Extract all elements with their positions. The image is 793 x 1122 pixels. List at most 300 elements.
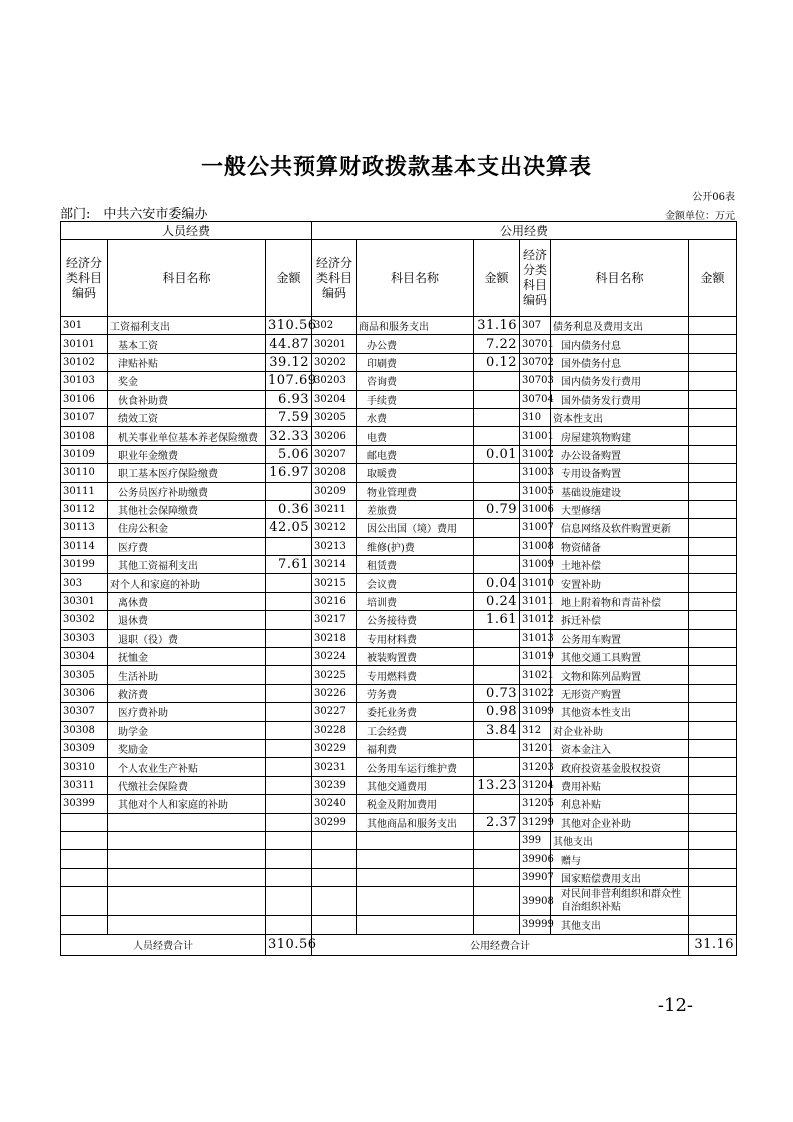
cell-name: 职工基本医疗保险缴费: [108, 464, 266, 482]
cell-name: 手续费: [357, 390, 474, 408]
cell-amount: [266, 795, 312, 813]
cell-code: [312, 916, 357, 934]
table-row: [61, 703, 737, 721]
public-total-label: 公用经费合计: [312, 934, 689, 955]
cell-amount: 44.87: [266, 335, 312, 353]
table-row: [61, 629, 737, 647]
cell-code: 31001: [520, 427, 551, 445]
cell-amount: [689, 500, 737, 518]
cell-amount: [689, 592, 737, 610]
table-row: [61, 427, 737, 445]
expenditure-table: [60, 221, 737, 956]
cell-amount: [266, 758, 312, 776]
cell-name: 办公费: [357, 335, 474, 353]
cell-amount: 0.73: [474, 684, 520, 702]
cell-code: 31009: [520, 556, 551, 574]
table-row: [61, 850, 737, 868]
cell-amount: 3.84: [474, 721, 520, 739]
cell-code: 30306: [61, 684, 108, 702]
table-row: [61, 648, 737, 666]
personnel-total-value: 310.56: [266, 934, 312, 955]
cell-amount: [689, 868, 737, 886]
cell-code: 31299: [520, 813, 551, 831]
cell-amount: 0.79: [474, 500, 520, 518]
cell-name: 土地补偿: [551, 556, 689, 574]
cell-name: 无形资产购置: [551, 684, 689, 702]
cell-amount: [689, 611, 737, 629]
table-row: [61, 372, 737, 390]
cell-code: 30299: [312, 813, 357, 831]
name-header: 科目名称: [357, 240, 474, 317]
cell-amount: [689, 916, 737, 934]
cell-name: 其他交通费用: [357, 776, 474, 794]
table-row: [61, 482, 737, 500]
cell-name: 国内债务付息: [551, 335, 689, 353]
public-header: 公用经费: [312, 222, 737, 240]
cell-amount: [266, 592, 312, 610]
cell-name: 地上附着物和青苗补偿: [551, 592, 689, 610]
cell-code: 39907: [520, 868, 551, 886]
cell-name: 其他对个人和家庭的补助: [108, 795, 266, 813]
cell-code: 30101: [61, 335, 108, 353]
cell-code: 31019: [520, 648, 551, 666]
cell-name: 公务员医疗补助缴费: [108, 482, 266, 500]
cell-amount: [689, 831, 737, 849]
amount-header: 金额: [266, 240, 312, 317]
cell-name: 助学金: [108, 721, 266, 739]
cell-name: 医疗费: [108, 537, 266, 555]
cell-amount: [474, 758, 520, 776]
cell-name: [108, 813, 266, 831]
cell-name: 文物和陈列品购置: [551, 666, 689, 684]
cell-amount: [689, 629, 737, 647]
cell-name: 差旅费: [357, 500, 474, 518]
cell-name: 物业管理费: [357, 482, 474, 500]
cell-code: 31099: [520, 703, 551, 721]
cell-code: 30112: [61, 500, 108, 518]
cell-name: 代缴社会保险费: [108, 776, 266, 794]
cell-amount: [474, 427, 520, 445]
cell-amount: [689, 335, 737, 353]
cell-amount: [474, 831, 520, 849]
code-header: 经济分类科目编码: [61, 240, 108, 317]
table-row: [61, 776, 737, 794]
cell-name: 奖励金: [108, 739, 266, 757]
cell-amount: [474, 916, 520, 934]
cell-amount: [689, 739, 737, 757]
cell-code: 31010: [520, 574, 551, 592]
cell-code: 312: [520, 721, 551, 739]
cell-code: [61, 831, 108, 849]
cell-amount: [266, 666, 312, 684]
cell-amount: [266, 482, 312, 500]
cell-code: 30106: [61, 390, 108, 408]
cell-code: 30208: [312, 464, 357, 482]
cell-code: 30703: [520, 372, 551, 390]
cell-amount: [689, 758, 737, 776]
cell-amount: 2.37: [474, 813, 520, 831]
cell-name: 医疗费补助: [108, 703, 266, 721]
cell-code: 30204: [312, 390, 357, 408]
code-header: 经济分类科目编码: [520, 240, 551, 317]
cell-amount: [689, 776, 737, 794]
code-header: 经济分类科目编码: [312, 240, 357, 317]
cell-code: 30214: [312, 556, 357, 574]
cell-name: 咨询费: [357, 372, 474, 390]
table-row: [61, 317, 737, 335]
cell-name: 水费: [357, 408, 474, 426]
cell-code: 30702: [520, 353, 551, 371]
cell-code: [61, 868, 108, 886]
cell-amount: [474, 464, 520, 482]
cell-amount: 31.16: [474, 317, 520, 335]
cell-code: 30109: [61, 445, 108, 463]
cell-amount: [474, 739, 520, 757]
cell-name: 对企业补助: [551, 721, 689, 739]
cell-code: 30310: [61, 758, 108, 776]
cell-amount: [474, 556, 520, 574]
cell-amount: [689, 427, 737, 445]
cell-amount: [689, 703, 737, 721]
cell-name: 租赁费: [357, 556, 474, 574]
cell-name: 绩效工资: [108, 408, 266, 426]
cell-code: 30307: [61, 703, 108, 721]
cell-name: 生活补助: [108, 666, 266, 684]
cell-code: 30308: [61, 721, 108, 739]
cell-name: 政府投资基金股权投资: [551, 758, 689, 776]
cell-code: 30224: [312, 648, 357, 666]
cell-name: [108, 887, 266, 916]
cell-name: 利息补贴: [551, 795, 689, 813]
cell-code: 31022: [520, 684, 551, 702]
cell-name: 公务接待费: [357, 611, 474, 629]
cell-name: [108, 916, 266, 934]
cell-code: 30239: [312, 776, 357, 794]
cell-code: 30303: [61, 629, 108, 647]
cell-code: 30209: [312, 482, 357, 500]
cell-name: 专用设备购置: [551, 464, 689, 482]
cell-name: 离休费: [108, 592, 266, 610]
cell-code: 30199: [61, 556, 108, 574]
cell-amount: [689, 317, 737, 335]
cell-name: 资本性支出: [551, 408, 689, 426]
table-row: [61, 916, 737, 934]
cell-code: 30211: [312, 500, 357, 518]
cell-code: 31003: [520, 464, 551, 482]
cell-amount: [266, 868, 312, 886]
amount-header: 金额: [689, 240, 737, 317]
table-row: [61, 537, 737, 555]
cell-code: 30301: [61, 592, 108, 610]
cell-amount: [689, 390, 737, 408]
cell-amount: [474, 868, 520, 886]
cell-code: 30202: [312, 353, 357, 371]
cell-name: 安置补助: [551, 574, 689, 592]
cell-name: [357, 916, 474, 934]
cell-name: 信息网络及软件购置更新: [551, 519, 689, 537]
cell-name: 电费: [357, 427, 474, 445]
cell-name: 因公出国（境）费用: [357, 519, 474, 537]
cell-code: 30110: [61, 464, 108, 482]
table-row: [61, 666, 737, 684]
cell-name: 其他工资福利支出: [108, 556, 266, 574]
cell-name: 拆迁补偿: [551, 611, 689, 629]
cell-amount: [689, 519, 737, 537]
cell-amount: [689, 445, 737, 463]
cell-name: [108, 868, 266, 886]
cell-name: 商品和服务支出: [357, 317, 474, 335]
cell-code: 30215: [312, 574, 357, 592]
cell-amount: [689, 666, 737, 684]
cell-name: 津贴补贴: [108, 353, 266, 371]
cell-code: 30217: [312, 611, 357, 629]
cell-code: 30213: [312, 537, 357, 555]
cell-name: 其他社会保障缴费: [108, 500, 266, 518]
cell-amount: [266, 850, 312, 868]
cell-name: 其他资本性支出: [551, 703, 689, 721]
cell-amount: 32.33: [266, 427, 312, 445]
cell-name: 房屋建筑物购建: [551, 427, 689, 445]
cell-name: 抚恤金: [108, 648, 266, 666]
cell-name: 对民间非营利组织和群众性自治组织补贴: [551, 887, 689, 916]
cell-code: 31021: [520, 666, 551, 684]
cell-name: 会议费: [357, 574, 474, 592]
cell-amount: 7.59: [266, 408, 312, 426]
cell-amount: [474, 887, 520, 916]
table-row: [61, 684, 737, 702]
cell-amount: [689, 721, 737, 739]
cell-name: 其他支出: [551, 916, 689, 934]
cell-name: 住房公积金: [108, 519, 266, 537]
cell-amount: [266, 611, 312, 629]
cell-name: [108, 831, 266, 849]
cell-amount: [474, 537, 520, 555]
table-row: [61, 408, 737, 426]
cell-code: 30113: [61, 519, 108, 537]
cell-name: 伙食补助费: [108, 390, 266, 408]
cell-name: 其他支出: [551, 831, 689, 849]
cell-name: 印刷费: [357, 353, 474, 371]
table-row: [61, 500, 737, 518]
cell-amount: [474, 648, 520, 666]
cell-code: [61, 813, 108, 831]
cell-code: 39908: [520, 887, 551, 916]
table-row: [61, 390, 737, 408]
cell-name: 资本金注入: [551, 739, 689, 757]
cell-amount: 16.97: [266, 464, 312, 482]
cell-amount: [689, 464, 737, 482]
cell-amount: [689, 850, 737, 868]
cell-name: 公务用车运行维护费: [357, 758, 474, 776]
form-number: 公开06表: [692, 192, 735, 203]
cell-code: 30240: [312, 795, 357, 813]
cell-code: 39999: [520, 916, 551, 934]
cell-name: 大型修缮: [551, 500, 689, 518]
cell-amount: 0.04: [474, 574, 520, 592]
cell-code: 30206: [312, 427, 357, 445]
cell-name: 对个人和家庭的补助: [108, 574, 266, 592]
cell-code: 301: [61, 317, 108, 335]
cell-code: 31005: [520, 482, 551, 500]
cell-name: 国外债务付息: [551, 353, 689, 371]
cell-name: 培训费: [357, 592, 474, 610]
cell-name: 劳务费: [357, 684, 474, 702]
cell-name: 机关事业单位基本养老保险缴费: [108, 427, 266, 445]
cell-code: 30216: [312, 592, 357, 610]
cell-amount: 0.12: [474, 353, 520, 371]
cell-name: 工会经费: [357, 721, 474, 739]
cell-name: 维修(护)费: [357, 537, 474, 555]
cell-amount: 0.98: [474, 703, 520, 721]
cell-name: [357, 887, 474, 916]
cell-code: 31201: [520, 739, 551, 757]
cell-code: 30309: [61, 739, 108, 757]
page-number: -12-: [657, 995, 693, 1016]
cell-code: 310: [520, 408, 551, 426]
cell-amount: [266, 813, 312, 831]
cell-code: 30311: [61, 776, 108, 794]
cell-amount: [474, 629, 520, 647]
cell-name: 福利费: [357, 739, 474, 757]
cell-name: 退职（役）费: [108, 629, 266, 647]
cell-code: 302: [312, 317, 357, 335]
cell-code: [312, 868, 357, 886]
cell-code: 399: [520, 831, 551, 849]
cell-amount: 310.56: [266, 317, 312, 335]
cell-amount: 0.36: [266, 500, 312, 518]
cell-name: 赠与: [551, 850, 689, 868]
cell-amount: 107.69: [266, 372, 312, 390]
cell-name: 其他商品和服务支出: [357, 813, 474, 831]
cell-code: 30103: [61, 372, 108, 390]
cell-name: 退休费: [108, 611, 266, 629]
cell-code: 30107: [61, 408, 108, 426]
cell-code: [312, 887, 357, 916]
cell-amount: [689, 887, 737, 916]
cell-name: 国外债务发行费用: [551, 390, 689, 408]
cell-amount: 0.24: [474, 592, 520, 610]
cell-code: 307: [520, 317, 551, 335]
amount-header: 金额: [474, 240, 520, 317]
cell-code: 31012: [520, 611, 551, 629]
cell-code: 30114: [61, 537, 108, 555]
table-row: [61, 445, 737, 463]
cell-name: 国家赔偿费用支出: [551, 868, 689, 886]
cell-code: 30701: [520, 335, 551, 353]
cell-amount: [266, 776, 312, 794]
cell-code: 30305: [61, 666, 108, 684]
cell-amount: [474, 408, 520, 426]
cell-name: 专用材料费: [357, 629, 474, 647]
cell-amount: 13.23: [474, 776, 520, 794]
cell-code: 31008: [520, 537, 551, 555]
cell-code: 30212: [312, 519, 357, 537]
cell-amount: [266, 916, 312, 934]
cell-name: 工资福利支出: [108, 317, 266, 335]
cell-amount: [266, 887, 312, 916]
cell-code: 31204: [520, 776, 551, 794]
table-row: [61, 868, 737, 886]
table-row: [61, 739, 737, 757]
cell-amount: [266, 703, 312, 721]
cell-amount: 1.61: [474, 611, 520, 629]
table-row: [61, 519, 737, 537]
cell-code: 30203: [312, 372, 357, 390]
table-row: [61, 611, 737, 629]
cell-code: 30102: [61, 353, 108, 371]
cell-amount: [474, 795, 520, 813]
cell-code: 31006: [520, 500, 551, 518]
cell-name: 奖金: [108, 372, 266, 390]
cell-code: 30229: [312, 739, 357, 757]
cell-amount: [474, 666, 520, 684]
cell-code: [61, 850, 108, 868]
cell-amount: [689, 648, 737, 666]
cell-amount: [474, 372, 520, 390]
table-row: [61, 592, 737, 610]
cell-amount: [266, 721, 312, 739]
cell-amount: 7.61: [266, 556, 312, 574]
table-row: [61, 887, 737, 916]
cell-code: 30302: [61, 611, 108, 629]
cell-amount: [689, 372, 737, 390]
cell-amount: 6.93: [266, 390, 312, 408]
cell-code: 30399: [61, 795, 108, 813]
table-row: [61, 795, 737, 813]
table-row: [61, 721, 737, 739]
cell-name: 被装购置费: [357, 648, 474, 666]
cell-amount: [689, 408, 737, 426]
cell-code: 30226: [312, 684, 357, 702]
cell-code: 30704: [520, 390, 551, 408]
cell-code: 30228: [312, 721, 357, 739]
table-row: [61, 758, 737, 776]
cell-amount: [689, 684, 737, 702]
cell-code: 30231: [312, 758, 357, 776]
cell-code: 303: [61, 574, 108, 592]
cell-code: [61, 887, 108, 916]
cell-name: [357, 831, 474, 849]
cell-code: 31205: [520, 795, 551, 813]
cell-name: 其他对企业补助: [551, 813, 689, 831]
cell-name: 委托业务费: [357, 703, 474, 721]
cell-amount: [474, 390, 520, 408]
cell-amount: [689, 813, 737, 831]
cell-name: 邮电费: [357, 445, 474, 463]
cell-amount: 0.01: [474, 445, 520, 463]
table-row: [61, 556, 737, 574]
personnel-header: 人员经费: [61, 222, 312, 240]
cell-code: 30205: [312, 408, 357, 426]
table-body: [61, 317, 737, 935]
cell-code: 31007: [520, 519, 551, 537]
cell-amount: [266, 574, 312, 592]
personnel-total-label: 人员经费合计: [61, 934, 266, 955]
public-total-value: 31.16: [689, 934, 737, 955]
cell-code: 30201: [312, 335, 357, 353]
cell-code: 39906: [520, 850, 551, 868]
cell-amount: 42.05: [266, 519, 312, 537]
page-title: 一般公共预算财政拨款基本支出决算表: [200, 154, 592, 180]
cell-amount: [266, 684, 312, 702]
cell-name: 办公设备购置: [551, 445, 689, 463]
cell-amount: [266, 629, 312, 647]
cell-name: 取暖费: [357, 464, 474, 482]
cell-name: [108, 850, 266, 868]
cell-code: [312, 831, 357, 849]
table-row: [61, 335, 737, 353]
cell-code: 30227: [312, 703, 357, 721]
